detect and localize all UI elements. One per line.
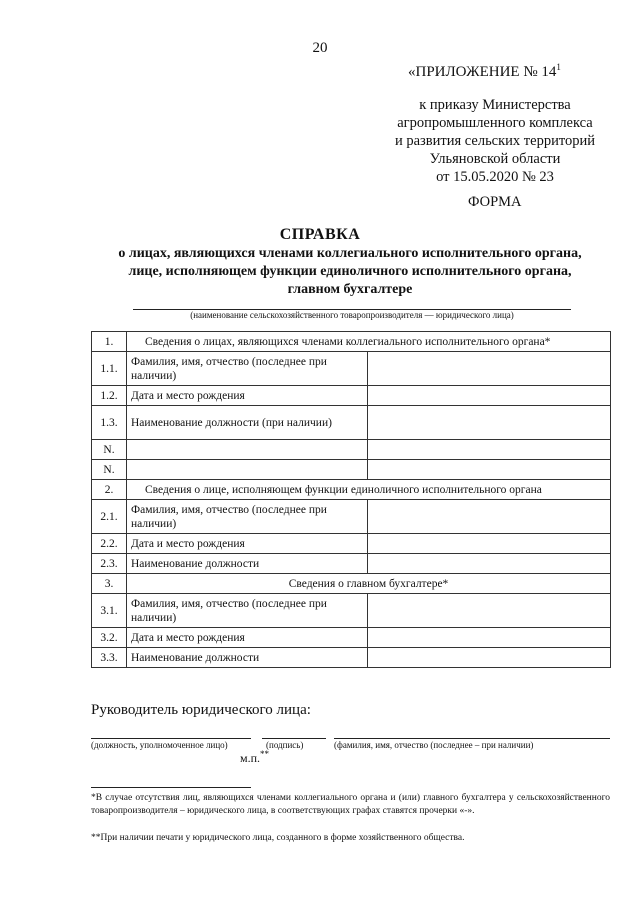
appendix-text: «ПРИЛОЖЕНИЕ № 14 <box>408 64 557 80</box>
field-value-cell[interactable] <box>368 460 611 480</box>
subtitle-line: лице, исполняющем функции единоличного исполнительного органа, <box>128 264 572 279</box>
org-name-caption: (наименование сельскохозяйственного товаропроизводителя — юридического лица) <box>190 310 514 320</box>
row-number: 2.1. <box>92 500 127 534</box>
footnote-1: *В случае отсутствия лиц, являющихся членами коллегиального органа и (или) главного бухгалтера у сельскохозяйственного товаропроизводителя – юридического лица, в соответствующих графах ставятся прочерки «-». <box>91 793 610 816</box>
seal-mark <box>240 749 269 766</box>
row-number: N. <box>92 460 127 480</box>
order-line: от 15.05.2020 № 23 <box>436 169 554 185</box>
position-line <box>91 738 251 739</box>
head-signature-label: Руководитель юридического лица: <box>91 702 311 718</box>
field-value-cell[interactable] <box>368 594 611 628</box>
field-value-cell[interactable] <box>368 554 611 574</box>
field-row <box>92 628 611 648</box>
order-line: к приказу Министерства <box>419 97 571 113</box>
field-value-cell[interactable] <box>368 352 611 386</box>
field-label: Дата и место рождения <box>127 534 368 554</box>
document-title: СПРАВКА <box>279 226 361 243</box>
field-row <box>92 440 611 460</box>
field-label: Фамилия, имя, отчество (последнее при наличии) <box>127 500 368 534</box>
field-row <box>92 594 611 628</box>
row-number: 1. <box>92 332 127 352</box>
appendix-heading <box>408 62 561 81</box>
field-label: Наименование должности <box>127 648 368 668</box>
name-caption: (фамилия, имя, отчество (последнее – при наличии) <box>334 740 534 750</box>
section-heading: Сведения о лице, исполняющем функции единоличного исполнительного органа <box>127 480 611 500</box>
field-label: Фамилия, имя, отчество (последнее при наличии) <box>127 352 368 386</box>
field-row <box>92 554 611 574</box>
order-line: и развития сельских территорий <box>394 133 595 149</box>
field-row <box>92 460 611 480</box>
order-line: агропромышленного комплекса <box>397 115 593 131</box>
form-label: ФОРМА <box>468 194 522 210</box>
section-row <box>92 574 611 594</box>
seal-text: м.п. <box>240 751 261 765</box>
field-row <box>92 406 611 440</box>
row-number: N. <box>92 440 127 460</box>
row-number: 1.3. <box>92 406 127 440</box>
document-subtitle <box>90 245 610 299</box>
row-number: 3.2. <box>92 628 127 648</box>
field-label: Наименование должности (при наличии) <box>127 406 368 440</box>
row-number: 2.2. <box>92 534 127 554</box>
position-caption: (должность, уполномоченное лицо) <box>91 740 228 750</box>
signature-line <box>262 738 326 739</box>
field-value-cell[interactable] <box>368 440 611 460</box>
seal-sup: ** <box>260 749 270 759</box>
section-row <box>92 480 611 500</box>
row-number: 1.2. <box>92 386 127 406</box>
row-number: 3. <box>92 574 127 594</box>
field-value-cell[interactable] <box>368 386 611 406</box>
field-row <box>92 534 611 554</box>
field-label <box>127 440 368 460</box>
field-label: Фамилия, имя, отчество (последнее при наличии) <box>127 594 368 628</box>
field-value-cell[interactable] <box>368 628 611 648</box>
row-number: 3.3. <box>92 648 127 668</box>
row-number: 1.1. <box>92 352 127 386</box>
field-label: Дата и место рождения <box>127 386 368 406</box>
field-row <box>92 648 611 668</box>
footnote-separator <box>91 787 251 788</box>
section-heading: Сведения о главном бухгалтере* <box>127 574 611 594</box>
name-line <box>334 738 610 739</box>
page-number: 20 <box>312 40 328 56</box>
field-label: Наименование должности <box>127 554 368 574</box>
order-line: Ульяновской области <box>429 151 561 167</box>
section-heading: Сведения о лицах, являющихся членами коллегиального исполнительного органа* <box>127 332 611 352</box>
footnote-2: **При наличии печати у юридического лица, созданного в форме хозяйственного общества. <box>91 833 465 843</box>
field-label <box>127 460 368 480</box>
subtitle-line: о лицах, являющихся членами коллегиального исполнительного органа, <box>118 246 582 261</box>
field-value-cell[interactable] <box>368 406 611 440</box>
row-number: 3.1. <box>92 594 127 628</box>
field-value-cell[interactable] <box>368 648 611 668</box>
row-number: 2. <box>92 480 127 500</box>
field-row <box>92 500 611 534</box>
signature-caption: (подпись) <box>266 740 304 750</box>
field-row <box>92 352 611 386</box>
field-value-cell[interactable] <box>368 534 611 554</box>
row-number: 2.3. <box>92 554 127 574</box>
subtitle-line: главном бухгалтере <box>287 282 413 297</box>
info-table <box>91 331 611 668</box>
field-label: Дата и место рождения <box>127 628 368 648</box>
appendix-sup: 1 <box>556 62 561 72</box>
field-value-cell[interactable] <box>368 500 611 534</box>
field-row <box>92 386 611 406</box>
section-row <box>92 332 611 352</box>
order-reference <box>380 96 610 186</box>
